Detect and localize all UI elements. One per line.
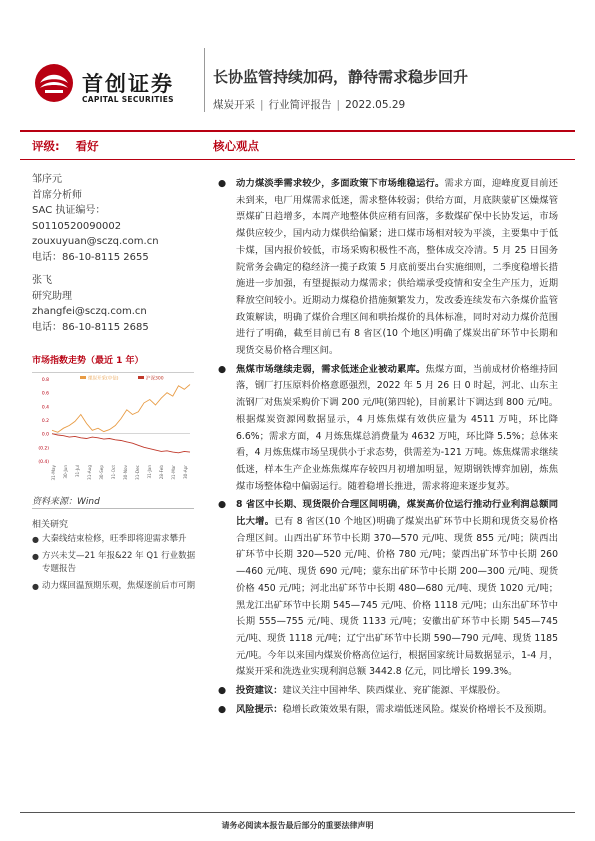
related-research-text: 大秦线结束检修，旺季即将迎需求攀升 <box>42 534 187 544</box>
analyst-info <box>32 172 200 335</box>
x-tick-label: 30-Sep <box>99 465 104 480</box>
related-research-list <box>30 533 200 597</box>
related-research-item[interactable] <box>30 580 200 593</box>
core-views <box>218 176 558 721</box>
x-tick-label: 31-May <box>51 465 56 481</box>
bullet-icon: ● <box>218 685 227 697</box>
section-rule <box>20 159 575 160</box>
core-point-text: 焦煤方面，当前成材价格维持回落，钢厂打压原料价格意愿强烈，2022 年 5 月 26 日 0 时起，河北、山东主流钢厂对焦炭采购价下调 200 元/吨(第四轮)，目前累计下调达到 800 元/吨。根据煤炭资源网数据显示，4 月炼焦煤有效供应量为 4511 万吨，环比降 6.6%；需求方面，4 月炼焦煤总消费量为 4632 万吨，环比降 5.5%；总体来看，4 月炼焦煤市场呈现供小于求态势，供需差为-121 万吨。炼焦煤需求继续低迷，样本生产企业炼焦煤库存较四月初增加明显，短期钢铁博弈加剧，炼焦煤市场整体稳中偏弱运行。随着稳增长推进，需求将迎来逐步复苏。 <box>236 363 558 492</box>
core-point-lead: 8 省区中长期、现货限价合理区间明确，煤炭高价位运行推动行业利润总额同比大增。 <box>236 499 558 528</box>
logo-chinese-name: 首创证券 <box>82 72 174 96</box>
y-tick-label: (0.4) <box>38 460 49 465</box>
analyst-card <box>32 172 200 265</box>
bullet-icon: ● <box>32 552 39 561</box>
analyst-card <box>32 273 200 335</box>
analyst-sac-label: SAC 执证编号： <box>32 205 106 216</box>
related-research-item[interactable] <box>30 533 200 546</box>
x-tick-label: 31-Aug <box>87 465 92 480</box>
core-point <box>218 683 558 700</box>
report-subtitle <box>213 97 405 112</box>
related-divider <box>32 508 194 509</box>
related-research-item[interactable] <box>30 550 200 576</box>
y-tick-label: 0.8 <box>41 378 49 383</box>
legal-disclaimer-note: 请务必阅读本报告最后部分的重要法律声明 <box>221 821 374 830</box>
y-tick-label: (0.2) <box>38 446 49 452</box>
report-title: 长协监管持续加码，静待需求稳步回升 <box>213 68 469 86</box>
subtitle-date: 2022.05.29 <box>345 99 406 111</box>
legend-label: 沪深300 <box>146 376 164 382</box>
analyst-role: 首席分析师 <box>32 189 82 201</box>
core-views-title: 核心观点 <box>213 139 259 153</box>
series-line <box>52 434 190 453</box>
rating-label: 评级: 看好 <box>32 139 99 153</box>
related-research-text: 方兴未艾—21 年报&22 年 Q1 行业数据专题报告 <box>42 551 196 574</box>
core-point-text: 稳增长政策效果有限，需求端低迷风险。煤炭价格增长不及预期。 <box>282 703 553 715</box>
x-tick-label: 30-Nov <box>123 465 128 481</box>
legend-label: 煤炭开采(中信) <box>88 376 119 382</box>
x-tick-label: 31-Dec <box>135 465 140 480</box>
x-tick-label: 31-Jul <box>75 465 80 478</box>
analyst-email: zouxuyuan@sczq.com.cn <box>32 236 159 247</box>
core-point-lead: 动力煤淡季需求较少，多面政策下市场维稳运行。 <box>236 178 445 189</box>
core-point-text: 建议关注中国神华、陕西煤业、兖矿能源、平煤股份。 <box>282 685 506 697</box>
analyst-name: 张飞 <box>32 275 52 286</box>
y-tick-label: 0.2 <box>41 419 49 424</box>
legend-swatch <box>138 376 144 379</box>
x-tick-label: 30-Apr <box>183 465 188 479</box>
x-tick-label: 31-Oct <box>111 465 116 480</box>
bullet-icon: ● <box>218 363 227 375</box>
core-point <box>218 497 558 681</box>
bullet-icon: ● <box>218 178 227 189</box>
analyst-phone: 电话：86-10-8115 2685 <box>32 321 149 333</box>
y-tick-label: 0.6 <box>41 391 49 397</box>
analyst-email: zhangfei@sczq.com.cn <box>32 306 147 317</box>
series-line <box>52 385 190 433</box>
legend-swatch <box>80 376 86 379</box>
market-index-chart-svg <box>32 373 194 491</box>
related-research-text: 动力煤回温预期乐观，焦煤逐前后市可期 <box>42 581 196 591</box>
core-point-text: 已有 8 省区(10 个地区)明确了煤炭出矿环节中长期和现货交易价格合理区间。山西出矿环节中长期 370—570 元/吨、现货 855 元/吨；陕西出矿环节中长期 320—520 元/吨、价格 780 元/吨；蒙西出矿环节中长期 260—460 元/吨、现货 690 元/吨；蒙东出矿环节中长期 200—300 元/吨、现货价格 450 元/吨；河北出矿环节中长期 480—680 元/吨、现货 1020 元/吨；黑龙江出矿环节中长期 545—745 元/吨、价格 1118 元/吨；山东出矿环节中长期 555—755 元/吨、现货 1133 元/吨；安徽出矿环节中长期 545—745 元/吨、现货 1118 元/吨；辽宁出矿环节中长期 590—790 元/吨、现货 1185 元/吨。今年以来国内煤炭价格高位运行，根据国家统计局数据显示，1-4 月，煤炭开采和洗选业实现利润总额 3442.8 亿元，同比增长 199.3%。 <box>236 516 558 678</box>
core-point <box>218 362 558 496</box>
core-point <box>218 176 558 360</box>
related-research-title: 相关研究 <box>32 520 69 530</box>
header-rule <box>20 130 575 132</box>
bullet-icon: ● <box>32 535 39 544</box>
analyst-sac-number: S0110520090002 <box>32 220 122 232</box>
core-point-lead: 投资建议： <box>236 685 283 697</box>
y-tick-label: 0.0 <box>41 432 49 438</box>
bullet-icon: ● <box>218 703 227 715</box>
x-tick-label: 28-Feb <box>159 465 164 480</box>
subtitle-industry: 煤炭开采 <box>213 99 255 111</box>
core-point-lead: 风险提示： <box>236 703 283 715</box>
bullet-icon: ● <box>218 499 227 511</box>
subtitle-separator: | <box>336 99 341 111</box>
x-tick-label: 31-Jan <box>147 465 152 479</box>
header-divider <box>204 48 205 112</box>
subtitle-report-type: 行业简评报告 <box>268 99 332 111</box>
core-point <box>218 702 558 719</box>
x-tick-label: 30-Jun <box>63 465 68 479</box>
market-index-chart <box>32 372 194 490</box>
analyst-phone: 电话：86-10-8115 2655 <box>32 251 149 263</box>
bullet-icon: ● <box>32 582 39 591</box>
analyst-role: 研究助理 <box>32 290 72 302</box>
capital-securities-logo-icon <box>32 62 76 104</box>
chart-source: 资料来源：Wind <box>32 497 100 507</box>
chart-title: 市场指数走势（最近 1 年） <box>32 356 144 366</box>
footer-rule <box>20 812 575 813</box>
analyst-name: 邹序元 <box>32 174 62 185</box>
core-point-text: 需求方面，迎峰度夏目前还未到来，电厂用煤需求低迷，需求整体较弱；供给方面，月底陕蒙矿区燥煤管票煤矿日趋增多，本周产地整体供应稍有回落，多数煤矿保中长协发运，市场煤供应较少，国内动力煤供给偏紧；进口煤市场相对较为平淡，主要集中于低卡煤，国内报价较低，市场采购积极性不高，整体成交冷清。5 月 25 日国务院常务会确定的稳经济一揽子政策 5 月底前要出台实施细则，二季度稳增长措施进一步加强，有望提振动力煤需求；供给端承受疫情和安全生产压力，近期释放空间较小。近期动力煤稳价措施频繁发力，发改委连续发布六条煤价监管政策解读，明确了煤价合理区间和哄抬煤价的具体标准，同时对动力煤价范围进行了明确，截至目前已有 8 省区(10 个地区)明确了煤炭出矿环节中长期和现货交易价格合理区间。 <box>236 178 558 357</box>
x-tick-label: 31-Mar <box>171 465 176 480</box>
logo-english-name: CAPITAL SECURITIES <box>82 95 174 104</box>
brand-logo <box>32 62 202 104</box>
core-point-lead: 焦煤市场继续走弱，需求低迷企业被动累库。 <box>236 363 426 375</box>
subtitle-separator: | <box>260 99 264 111</box>
y-tick-label: 0.4 <box>41 405 49 411</box>
